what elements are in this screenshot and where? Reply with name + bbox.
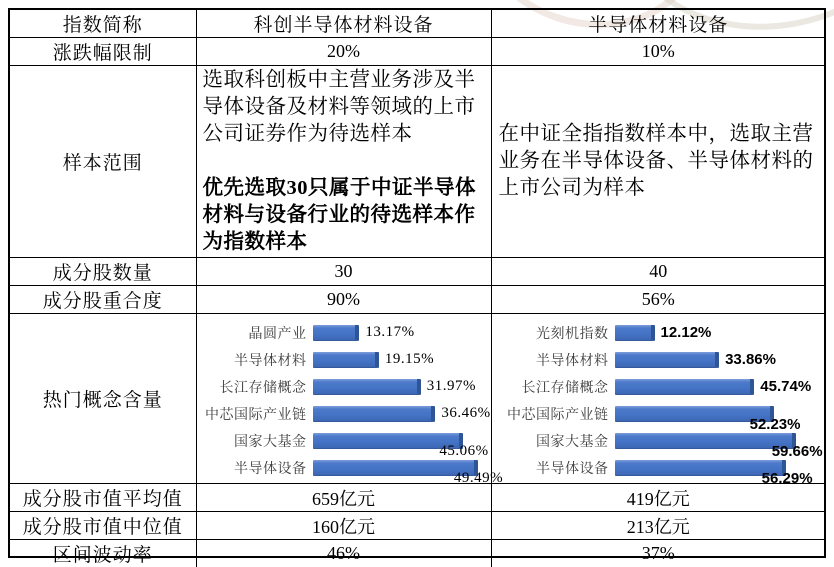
chart-row [197,400,491,427]
chart-category-label: 长江存储概念 [492,377,609,397]
chart-row [197,373,491,400]
index-comparison-table [8,8,826,558]
left-concept-chart-cell [196,314,491,484]
header-semiconductor-index: 半导体材料设备 [491,10,825,38]
chart-value-label: 49.49% [454,470,503,487]
chart-row [492,346,826,373]
right-concept-bar-chart [492,314,826,483]
sample-left-paragraph-1: 选取科创板中主营业务涉及半导体设备及材料等领域的上市公司证券作为待选样本 [203,67,487,148]
sample-right-paragraph: 在中证全指指数样本中，选取主营业务在半导体设备、半导体材料的上市公司为样本 [499,121,822,202]
header-row [10,10,825,38]
chart-bar [313,352,379,368]
chart-bar [615,325,655,341]
chart-category-label: 国家大基金 [492,431,609,451]
sample-left-cell [196,66,491,258]
volatility-row-label: 区间波动率 [10,540,196,567]
avg-cap-left-value: 659亿元 [196,484,491,512]
left-concept-bar-chart [197,314,491,483]
chart-bar [615,352,720,368]
chart-value-label: 31.97% [427,378,476,395]
median-cap-right-value: 213亿元 [491,512,825,540]
chart-bar [615,433,796,449]
chart-row [197,346,491,373]
chart-value-label: 45.06% [439,443,488,460]
chart-category-label: 晶圆产业 [197,323,307,343]
chart-row [492,319,826,346]
chart-row [197,319,491,346]
limit-row-label: 涨跌幅限制 [10,38,196,66]
chart-category-label: 光刻机指数 [492,323,609,343]
overlap-right-value: 56% [491,286,825,314]
chart-category-label: 半导体材料 [197,350,307,370]
limit-right-value: 10% [491,38,825,66]
count-row [10,258,825,286]
chart-bar [615,379,755,395]
chart-bar [615,460,786,476]
header-kechuang-index: 科创半导体材料设备 [196,10,491,38]
count-right-value: 40 [491,258,825,286]
concepts-row-label: 热门概念含量 [10,314,196,484]
chart-bar [313,406,436,422]
volatility-right-value: 37% [491,540,825,567]
limit-left-value: 20% [196,38,491,66]
sample-right-cell [491,66,825,258]
chart-bar [313,379,421,395]
chart-bar [313,325,360,341]
sample-range-row [10,66,825,258]
chart-value-label: 33.86% [725,351,776,368]
volatility-left-value: 46% [196,540,491,567]
chart-category-label: 长江存储概念 [197,377,307,397]
count-left-value: 30 [196,258,491,286]
chart-category-label: 半导体设备 [492,458,609,478]
overlap-row [10,286,825,314]
limit-row [10,38,825,66]
sample-left-paragraph-2: 优先选取30只属于中证半导体材料与设备行业的待选样本作为指数样本 [203,175,487,256]
median-cap-row-label: 成分股市值中位值 [10,512,196,540]
chart-category-label: 半导体材料 [492,350,609,370]
chart-value-label: 52.23% [750,416,801,433]
chart-value-label: 13.17% [365,324,414,341]
chart-row [492,373,826,400]
chart-row [492,400,826,427]
chart-value-label: 19.15% [385,351,434,368]
concepts-row [10,314,825,484]
avg-cap-row-label: 成分股市值平均值 [10,484,196,512]
chart-category-label: 半导体设备 [197,458,307,478]
sample-row-label: 样本范围 [10,66,196,258]
median-cap-row [10,512,825,540]
chart-value-label: 12.12% [661,324,712,341]
chart-category-label: 国家大基金 [197,431,307,451]
chart-category-label: 中芯国际产业链 [492,404,609,424]
chart-value-label: 36.46% [441,405,490,422]
count-row-label: 成分股数量 [10,258,196,286]
chart-row [197,427,491,454]
chart-value-label: 45.74% [760,378,811,395]
volatility-row [10,540,825,567]
overlap-row-label: 成分股重合度 [10,286,196,314]
chart-value-label: 56.29% [762,470,813,487]
median-cap-left-value: 160亿元 [196,512,491,540]
chart-category-label: 中芯国际产业链 [197,404,307,424]
header-index-name: 指数简称 [10,10,196,38]
chart-value-label: 59.66% [772,443,823,460]
right-concept-chart-cell [491,314,825,484]
avg-cap-row [10,484,825,512]
avg-cap-right-value: 419亿元 [491,484,825,512]
overlap-left-value: 90% [196,286,491,314]
